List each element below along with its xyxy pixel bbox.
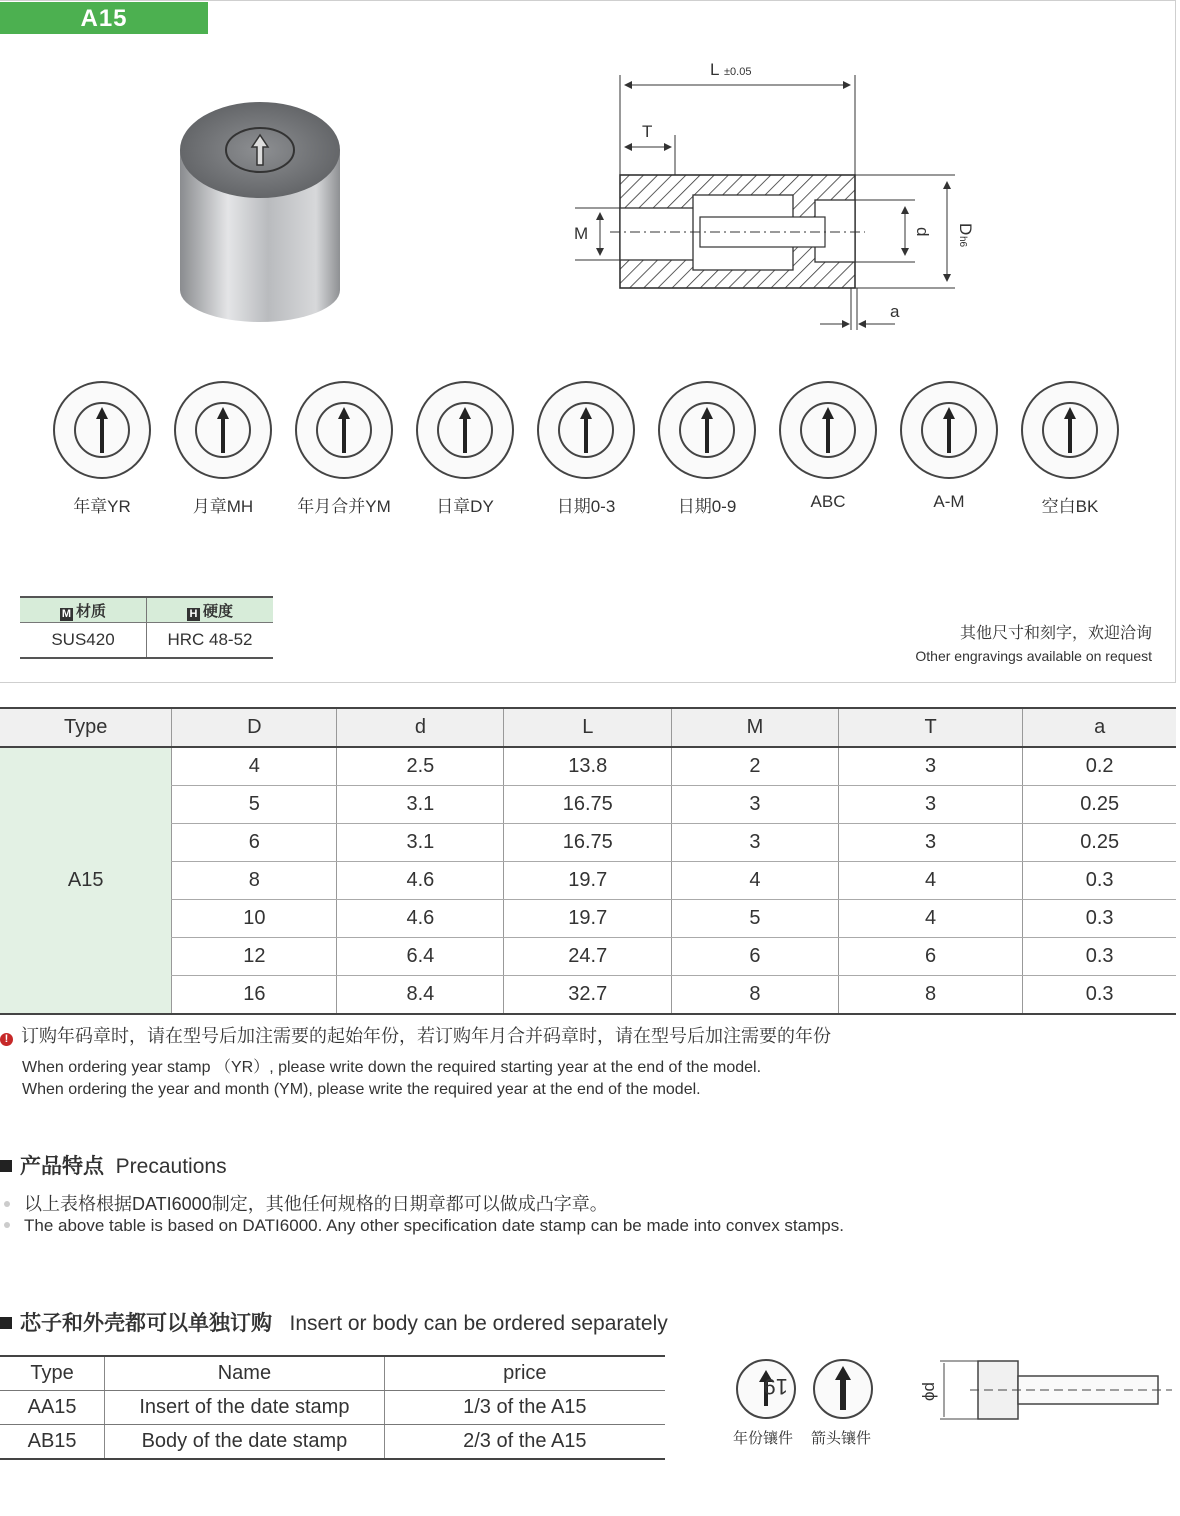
up-arrow-icon (55, 383, 149, 477)
order-note-cn: 订购年码章时，请在型号后加注需要的起始年份，若订购年月合并码章时，请在型号后加注需要的年份 (21, 1026, 831, 1046)
spec-header-cell: Type (0, 708, 172, 747)
spec-cell: 6 (838, 938, 1022, 976)
spec-cell: 0.25 (1023, 786, 1176, 824)
spec-cell: 0.3 (1023, 862, 1176, 900)
technical-drawing (565, 55, 995, 340)
hardness-header: H 硬度 (147, 597, 274, 623)
spec-cell: 2 (672, 747, 839, 786)
other-note (915, 620, 1152, 664)
separate-cell: AB15 (0, 1425, 105, 1460)
arrow-insert-icon (812, 1358, 874, 1420)
up-arrow-icon (660, 383, 754, 477)
spec-cell: 0.3 (1023, 976, 1176, 1015)
spec-cell: 0.2 (1023, 747, 1176, 786)
bullet-dot-icon (4, 1222, 10, 1228)
dial-stamp (1021, 381, 1119, 479)
up-arrow-icon (297, 383, 391, 477)
spec-cell: 16 (172, 976, 337, 1015)
spec-cell: 3 (672, 824, 839, 862)
dim-L: L (710, 60, 720, 79)
h-icon: H (187, 608, 200, 621)
spec-cell: 3 (838, 824, 1022, 862)
separate-table (0, 1355, 665, 1460)
spec-cell: 19.7 (504, 900, 672, 938)
table-row (0, 938, 1176, 976)
spec-cell: 16.75 (504, 786, 672, 824)
up-arrow-icon (902, 383, 996, 477)
insert-year-digits: 19 (763, 1374, 788, 1399)
other-note-cn: 其他尺寸和刻字，欢迎洽询 (959, 625, 1152, 642)
spec-cell: 16.75 (504, 824, 672, 862)
precautions-heading: 产品特点 Precautions (0, 1150, 227, 1180)
dial-stamp (900, 381, 998, 479)
up-arrow-icon (539, 383, 633, 477)
spec-cell: 3.1 (337, 786, 504, 824)
insert-dim-phi-d: ϕd (919, 1382, 938, 1401)
separate-header-cell: Type (0, 1356, 105, 1391)
insert-drawing (910, 1355, 1175, 1425)
dial-label: 月章MH (192, 497, 254, 516)
spec-cell: 6 (672, 938, 839, 976)
spec-cell: 8 (672, 976, 839, 1015)
spec-cell: 8 (838, 976, 1022, 1015)
dial-stamp (53, 381, 151, 479)
material-value: SUS420 (20, 623, 147, 659)
dial-label: A-M (933, 492, 965, 511)
spec-cell: 4 (838, 862, 1022, 900)
spec-header-cell: a (1023, 708, 1176, 747)
spec-cell: 10 (172, 900, 337, 938)
dial-label: 日期0-9 (677, 497, 737, 516)
spec-cell: 6.4 (337, 938, 504, 976)
spec-cell: 5 (672, 900, 839, 938)
spec-cell: 5 (172, 786, 337, 824)
separate-cell: AA15 (0, 1391, 105, 1425)
hardness-value: HRC 48-52 (147, 623, 274, 659)
order-note (0, 1022, 831, 1099)
order-note-en2: When ordering the year and month (YM), please write the required year at the end of the model. (22, 1081, 701, 1098)
bullet-dot-icon (4, 1201, 10, 1207)
table-row (0, 862, 1176, 900)
spec-cell: 19.7 (504, 862, 672, 900)
separate-cell: 1/3 of the A15 (384, 1391, 665, 1425)
bullet-square-icon (0, 1160, 12, 1172)
spec-cell: 4.6 (337, 862, 504, 900)
dial-stamp (537, 381, 635, 479)
spec-cell: 0.3 (1023, 900, 1176, 938)
other-note-en: Other engravings available on request (915, 648, 1152, 664)
separate-cell: Insert of the date stamp (105, 1391, 385, 1425)
up-arrow-icon (1023, 383, 1117, 477)
precautions-line-cn: 以上表格根据DATI6000制定，其他任何规格的日期章都可以做成凸字章。 (4, 1190, 608, 1216)
separate-heading: 芯子和外壳都可以单独订购 Insert or body can be ordered separately (0, 1307, 668, 1337)
dim-a: a (890, 302, 900, 321)
spec-table (0, 707, 1176, 1015)
year-insert-icon (735, 1358, 797, 1420)
spec-cell: 3 (838, 786, 1022, 824)
table-row (0, 976, 1176, 1015)
table-row (0, 1425, 665, 1460)
dial-label: 日期0-3 (556, 497, 616, 516)
spec-cell: 4.6 (337, 900, 504, 938)
separate-header-cell: price (384, 1356, 665, 1391)
spec-cell: 32.7 (504, 976, 672, 1015)
product-photo (170, 95, 350, 325)
spec-header-cell: L (504, 708, 672, 747)
spec-cell: 12 (172, 938, 337, 976)
spec-cell: 13.8 (504, 747, 672, 786)
insert-label: 年份镶件 (733, 1430, 794, 1447)
spec-cell: 0.3 (1023, 938, 1176, 976)
dim-D: D (956, 223, 975, 236)
spec-header-cell: M (672, 708, 839, 747)
dial-stamp (295, 381, 393, 479)
separate-cell: 2/3 of the A15 (384, 1425, 665, 1460)
model-tag: A15 (0, 2, 208, 34)
spec-cell: 8 (172, 862, 337, 900)
precautions-line-en: The above table is based on DATI6000. Any other specification date stamp can be made into convex stamps. (4, 1216, 844, 1236)
spec-cell: 2.5 (337, 747, 504, 786)
arrow-label: 箭头镶件 (811, 1430, 872, 1447)
dial-label: 年章YR (73, 497, 131, 516)
spec-header-cell: D (172, 708, 337, 747)
dial-label: 空白BK (1041, 497, 1099, 516)
dim-D-h6: h6 (957, 236, 968, 248)
spec-header-cell: d (337, 708, 504, 747)
dim-d: d (913, 227, 932, 237)
dim-T: T (642, 122, 653, 141)
dim-L-tolerance: ±0.05 (724, 66, 752, 78)
spec-cell: 3 (838, 747, 1022, 786)
table-row (0, 1391, 665, 1425)
table-row (0, 824, 1176, 862)
separate-header-cell: Name (105, 1356, 385, 1391)
table-row (0, 900, 1176, 938)
type-cell: A15 (0, 747, 172, 1014)
dial-label: 年月合并YM (297, 497, 391, 516)
up-arrow-icon (176, 383, 270, 477)
order-note-en1: When ordering year stamp （YR）, please write down the required starting year at the end of the model. (22, 1059, 762, 1076)
warning-icon: ! (0, 1033, 13, 1046)
dial-stamp (416, 381, 514, 479)
bullet-square-icon (0, 1317, 12, 1329)
spec-cell: 4 (672, 862, 839, 900)
up-arrow-icon (418, 383, 512, 477)
dial-stamp (174, 381, 272, 479)
dial-label: ABC (810, 492, 846, 511)
separate-cell: Body of the date stamp (105, 1425, 385, 1460)
dim-M: M (574, 224, 589, 243)
spec-cell: 4 (838, 900, 1022, 938)
spec-cell: 3 (672, 786, 839, 824)
spec-cell: 4 (172, 747, 337, 786)
spec-cell: 6 (172, 824, 337, 862)
dial-stamp (658, 381, 756, 479)
spec-cell: 8.4 (337, 976, 504, 1015)
table-row (0, 786, 1176, 824)
dial-stamp (779, 381, 877, 479)
m-icon: M (61, 607, 72, 620)
material-header: M 材质 (20, 597, 147, 623)
table-row (0, 747, 1176, 786)
dial-label: 日章DY (436, 497, 494, 516)
spec-cell: 24.7 (504, 938, 672, 976)
material-table (20, 596, 273, 659)
spec-header-cell: T (838, 708, 1022, 747)
spec-cell: 3.1 (337, 824, 504, 862)
spec-cell: 0.25 (1023, 824, 1176, 862)
up-arrow-icon (781, 383, 875, 477)
